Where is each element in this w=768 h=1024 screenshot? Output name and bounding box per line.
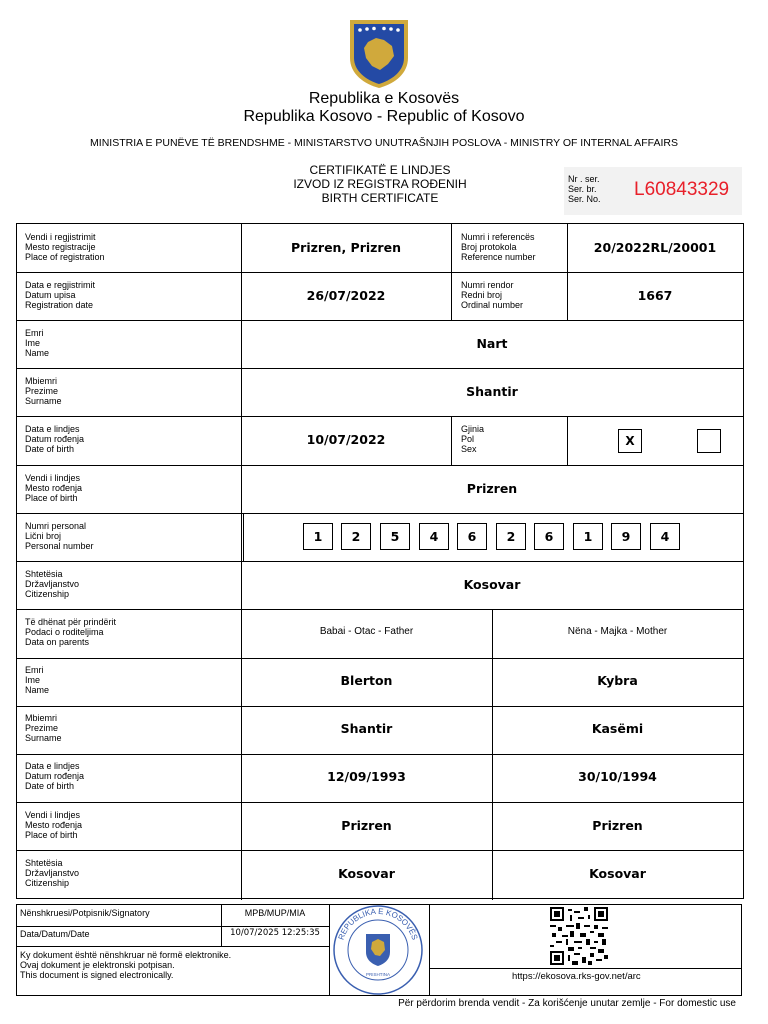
pn-digit: 5 xyxy=(380,523,410,550)
parents-dob-label: Data e lindjes Datum rođenja Date of birth xyxy=(25,761,85,791)
pn-digit: 2 xyxy=(496,523,526,550)
pn-digit: 1 xyxy=(303,523,333,550)
mother-pob-value: Prizren xyxy=(592,818,643,833)
child-name-label: Emri Ime Name xyxy=(25,328,50,358)
domestic-use-note: Për përdorim brenda vendit - Za korišćenje unutar zemlje - For domestic use xyxy=(398,998,736,1009)
verification-url-link[interactable]: https://ekosova.rks-gov.net/arc xyxy=(512,971,641,982)
registration-place-label: Vendi i regjistrimit Mesto registracije Place of registration xyxy=(25,232,105,262)
father-citizenship-value: Kosovar xyxy=(338,866,395,881)
pn-digit: 6 xyxy=(534,523,564,550)
child-surname-value: Shantir xyxy=(466,384,518,399)
footer-date-value: 10/07/2025 12:25:35 xyxy=(230,928,320,938)
signatory-value: MPB/MUP/MIA xyxy=(244,908,306,918)
parents-surname-label: Mbiemri Prezime Surname xyxy=(25,713,62,743)
seal-text: REPUBLIKA E KOSOVËS xyxy=(336,906,420,942)
kosovo-coat-of-arms-icon xyxy=(346,18,412,90)
child-pob-label: Vendi i lindjes Mesto rođenja Place of birth xyxy=(25,473,83,503)
registration-date-label: Data e regjistrimit Datum upisa Registration date xyxy=(25,280,96,310)
electronic-signature-note: Ky dokument është nënshkruar në formë elektronike. Ovaj dokument je elektronski potpisan. This document is signed electronically. xyxy=(20,950,232,980)
father-name-value: Blerton xyxy=(340,673,393,688)
mother-header: Nëna - Majka - Mother xyxy=(567,626,668,637)
reference-number-value: 20/2022RL/20001 xyxy=(593,240,717,255)
sex-female-checkbox[interactable] xyxy=(697,429,721,453)
signatory-label: Nënshkruesi/Potpisnik/Signatory xyxy=(20,908,150,918)
father-pob-value: Prizren xyxy=(341,818,392,833)
parents-pob-label: Vendi i lindjes Mesto rođenja Place of birth xyxy=(25,810,83,840)
registration-place-value: Prizren, Prizren xyxy=(291,240,401,255)
certificate-title-albanian: CERTIFIKATË E LINDJES xyxy=(309,163,451,177)
footer-date-label: Data/Datum/Date xyxy=(20,929,90,939)
serial-number: L60843329 xyxy=(634,179,730,200)
child-surname-label: Mbiemri Prezime Surname xyxy=(25,376,62,406)
father-dob-value: 12/09/1993 xyxy=(327,769,406,784)
child-dob-value: 10/07/2022 xyxy=(306,432,386,447)
personal-number-label: Numri personal Lični broj Personal number xyxy=(25,521,94,551)
sex-male-checkbox[interactable]: X xyxy=(618,429,642,453)
father-header: Babai - Otac - Father xyxy=(319,626,414,637)
child-name-value: Nart xyxy=(476,336,508,351)
parents-name-label: Emri Ime Name xyxy=(25,665,50,695)
father-surname-value: Shantir xyxy=(340,721,393,736)
ministry-line: MINISTRIA E PUNËVE TË BRENDSHME - MINISTARSTVO UNUTRAŠNJIH POSLOVA - MINISTRY OF INTERNAL AFFAIRS xyxy=(90,137,678,149)
ordinal-number-value: 1667 xyxy=(637,288,673,303)
registration-date-value: 26/07/2022 xyxy=(306,288,386,303)
ordinal-number-label: Numri rendor Redni broj Ordinal number xyxy=(461,280,524,310)
pn-digit: 6 xyxy=(457,523,487,550)
child-citizenship-value: Kosovar xyxy=(463,577,521,592)
pn-digit: 4 xyxy=(650,523,680,550)
mother-dob-value: 30/10/1994 xyxy=(578,769,657,784)
reference-number-label: Numri i referencës Broj protokola Reference number xyxy=(461,232,536,262)
child-dob-label: Data e lindjes Datum rođenja Date of birth xyxy=(25,424,85,454)
birth-record-table xyxy=(16,223,744,899)
certificate-title xyxy=(230,163,530,205)
mother-surname-value: Kasëmi xyxy=(591,721,644,736)
pn-digit: 1 xyxy=(573,523,603,550)
certificate-title-english: BIRTH CERTIFICATE xyxy=(321,191,439,205)
serial-labels: Nr . ser. Ser. br. Ser. No. xyxy=(568,174,601,204)
child-pob-value: Prizren xyxy=(466,481,518,496)
mother-name-value: Kybra xyxy=(597,673,638,688)
parents-citizenship-label: Shtetësia Državljanstvo Citizenship xyxy=(25,858,80,888)
sex-label: Gjinia Pol Sex xyxy=(461,424,485,454)
qr-code-icon[interactable] xyxy=(550,907,608,965)
child-citizenship-label: Shtetësia Državljanstvo Citizenship xyxy=(25,569,80,599)
official-seal-icon xyxy=(330,904,426,996)
pn-digit: 2 xyxy=(341,523,371,550)
seal-subtext: PRISHTINA xyxy=(365,972,391,977)
certificate-title-serbian: IZVOD IZ REGISTRA ROĐENIH xyxy=(293,177,467,191)
parents-data-label: Të dhënat për prindërit Podaci o roditeljima Data on parents xyxy=(25,617,117,647)
republic-title-serbian-english: Republika Kosovo - Republic of Kosovo xyxy=(243,108,525,125)
pn-digit: 9 xyxy=(611,523,641,550)
mother-citizenship-value: Kosovar xyxy=(589,866,646,881)
pn-digit: 4 xyxy=(419,523,449,550)
republic-title-albanian: Republika e Kosovës xyxy=(308,90,460,107)
